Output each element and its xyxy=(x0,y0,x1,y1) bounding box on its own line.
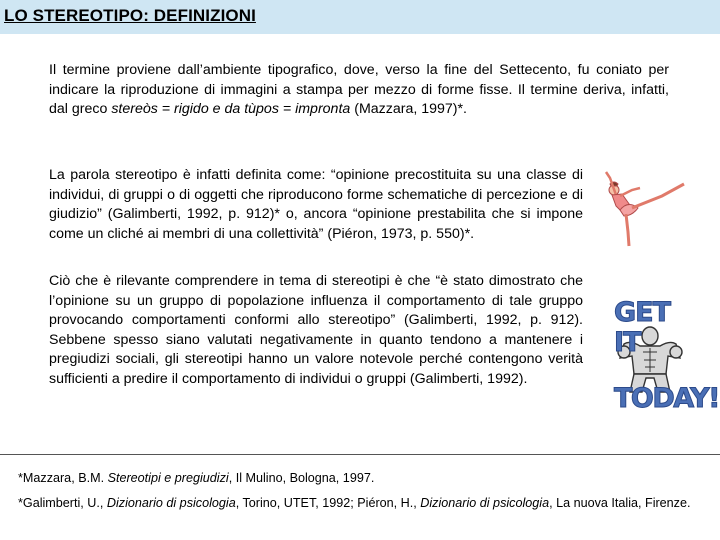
get-it-today-poster xyxy=(610,296,719,420)
footnote-divider xyxy=(0,454,720,455)
footnote-mazzara-publisher: , Il Mulino, Bologna, 1997. xyxy=(228,471,375,485)
ballerina-illustration xyxy=(592,170,692,250)
poster-headline-top: GET IT xyxy=(614,297,671,358)
title-bar xyxy=(0,0,720,34)
footnote-mazzara-author: *Mazzara, B.M. xyxy=(18,471,108,485)
footnote-mazzara xyxy=(18,469,708,487)
paragraph-origin-citation: (Mazzara, 1997)*. xyxy=(350,101,467,117)
poster-headline-bottom: TODAY! xyxy=(614,383,719,414)
slide-title: LO STEREOTIPO: DEFINIZIONI xyxy=(4,6,256,25)
paragraph-relevance: Ciò che è rilevante comprendere in tema di stereotipi è che “è stato dimostrato che l’opinione su un gruppo di popolazione influenza il comportamento di tale gruppo provocando comportamenti conformi allo stereotipo” (Galimberti, 1992, p. 912). Sebbene spesso siano valutati negativamente in quanto tendono a mantenere i pregiudizi sociali, gli stereotipi hanno un valore notevole perché contengono verità sufficienti a predire il comportamento di individui o gruppi (Galimberti, 1992). xyxy=(49,273,583,387)
paragraph-origin-text: Il termine proviene dall’ambiente tipografico, dove, verso la fine del Settecento, fu coniato per indicare la riproduzione di immagini a stampa per mezzo di forme fisse. Il termine deriva, infatti, dal greco xyxy=(49,62,669,117)
footnote-galimberti-publisher: , Torino, UTET, 1992; Piéron, H., xyxy=(235,496,421,510)
greek-etymology: stereòs = rigido e da tùpos = impronta xyxy=(111,101,351,117)
footnote-mazzara-title: Stereotipi e pregiudizi xyxy=(107,471,229,485)
paragraph-definition: La parola stereotipo è infatti definita come: “opinione precostituita su una classe di individui, di gruppi o di oggetti che riproducono forme schematiche di percezione e di giudizio” (Galimberti, 1992, p. 912)* o, ancora “opinione prestabilita che si impone come un cliché ai membri di una collettività” (Piéron, 1973, p. 550)*. xyxy=(49,167,583,242)
footnote-galimberti-title: Dizionario di psicologia xyxy=(106,496,236,510)
footnote-pieron-title: Dizionario di psicologia xyxy=(420,496,550,510)
footnote-galimberti-author: *Galimberti, U., xyxy=(18,496,107,510)
footnote-pieron-publisher: , La nuova Italia, Firenze. xyxy=(549,496,691,510)
footnote-galimberti-pieron xyxy=(18,494,708,512)
paragraph-origin xyxy=(49,61,669,120)
